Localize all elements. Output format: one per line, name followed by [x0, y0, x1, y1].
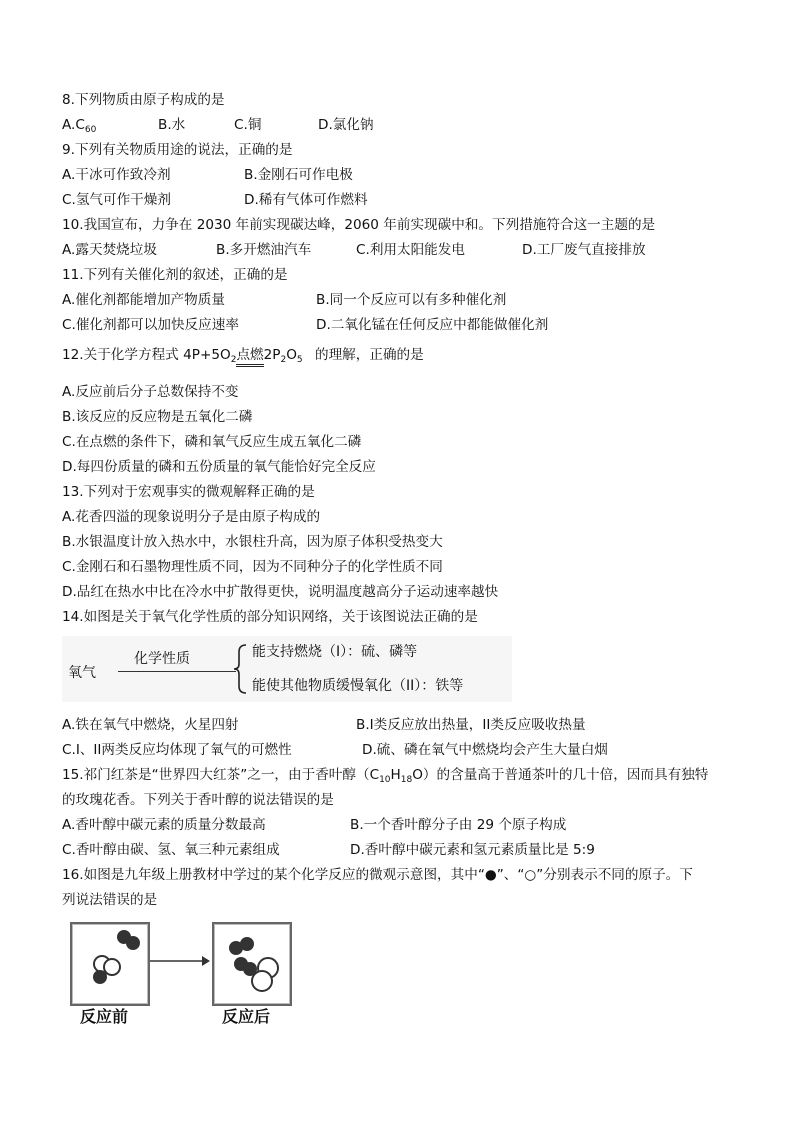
q10-option-d: D.工厂废气直接排放 [522, 242, 646, 258]
q14-option-b: B.I类反应放出热量，II类反应吸收热量 [356, 717, 586, 733]
q12-option-a: A.反应前后分子总数保持不变 [62, 384, 239, 400]
diagram-edge-label: 化学性质 [134, 651, 190, 667]
q12-option-d: D.每四份质量的磷和五份质量的氧气能恰好完全反应 [62, 459, 376, 475]
before-reaction-box [70, 922, 150, 1006]
q15-option-c: C.香叶醇由碳、氢、氧三种元素组成 [62, 842, 280, 858]
q10-option-c: C.利用太阳能发电 [356, 242, 465, 258]
q9-stem: 9.下列有关物质用途的说法，正确的是 [62, 142, 293, 158]
q15-stem-line-2: 的玫瑰花香。下列关于香叶醇的说法错误的是 [62, 792, 334, 808]
q14-option-d: D.硫、磷在氧气中燃烧均会产生大量白烟 [362, 742, 608, 758]
q9-option-b: B.金刚石可作电极 [244, 167, 353, 183]
q12-option-b: B.该反应的反应物是五氧化二磷 [62, 409, 253, 425]
q13-stem: 13.下列对于宏观事实的微观解释正确的是 [62, 484, 315, 500]
q11-option-b: B.同一个反应可以有多种催化剂 [316, 292, 507, 308]
q13-option-b: B.水银温度计放入热水中，水银柱升高，因为原子体积受热变大 [62, 534, 443, 550]
q9-option-c: C.氢气可作干燥剂 [62, 192, 171, 208]
q12-stem: 12.关于化学方程式 $4P+5O_2$点燃$2P_2O_5$ 的理解，正确的是 [62, 347, 424, 365]
chemical-equation: $4P+5O_2$点燃$2P_2O_5$ [183, 347, 303, 365]
q15-stem-line-1: 15.祁门红茶是“世界四大红茶”之一，由于香叶醇$(C_{10}H_{18}O)$的含量高于普通茶叶的几十倍，因而具有独特 [62, 767, 709, 785]
reaction-arrow-icon [150, 955, 210, 967]
q12-option-c: C.在点燃的条件下，磷和氧气反应生成五氧化二磷 [62, 434, 362, 450]
q15-option-d: D.香叶醇中碳元素和氢元素质量比是 5:9 [350, 842, 595, 858]
q8-option-d: D.氯化钠 [318, 117, 374, 133]
q14-option-a: A.铁在氧气中燃烧，火星四射 [62, 717, 239, 733]
q11-option-a: A.催化剂都能增加产物质量 [62, 292, 225, 308]
diagram-branch-1: 能支持燃烧（I）：硫、磷等 [252, 644, 418, 660]
label-after-reaction: 反应后 [222, 1007, 271, 1026]
q8-option-b: B.水 [158, 117, 186, 133]
q10-option-b: B.多开燃油汽车 [216, 242, 312, 258]
q9-option-a: A.干冰可作致冷剂 [62, 167, 171, 183]
q13-option-c: C.金刚石和石墨物理性质不同，因为不同种分子的化学性质不同 [62, 559, 443, 575]
q11-option-d: D.二氧化锰在任何反应中都能做催化剂 [316, 317, 549, 333]
after-molecules-figure [214, 924, 290, 1004]
q15-option-a: A.香叶醇中碳元素的质量分数最高 [62, 817, 266, 833]
q14-option-c: C.I、II两类反应均体现了氧气的可燃性 [62, 742, 292, 758]
q11-option-c: C.催化剂都可以加快反应速率 [62, 317, 239, 333]
q14-stem: 14.如图是关于氧气化学性质的部分知识网络，关于该图说法正确的是 [62, 609, 478, 625]
q13-option-d: D.品红在热水中比在冷水中扩散得更快，说明温度越高分子运动速率越快 [62, 584, 499, 600]
diagram-connector-line [118, 671, 236, 672]
q10-stem: 10.我国宣布，力争在 2030 年前实现碳达峰，2060 年前实现碳中和。下列措施符合这一主题的是 [62, 217, 656, 233]
q8-option-c: C.铜 [234, 117, 262, 133]
brace-icon [234, 644, 248, 694]
q8-option-a: $A.C_{60}$ [62, 117, 97, 135]
q10-option-a: A.露天焚烧垃圾 [62, 242, 157, 258]
before-molecules-figure [72, 924, 148, 1004]
q11-stem: 11.下列有关催化剂的叙述，正确的是 [62, 267, 288, 283]
reaction-condition: 点燃 [236, 347, 263, 367]
q9-option-d: D.稀有气体可作燃料 [244, 192, 368, 208]
q16-stem-line-1: 16.如图是九年级上册教材中学过的某个化学反应的微观示意图，其中“●”、“○”分别表示不同的原子。下 [62, 867, 693, 883]
diagram-branch-2: 能使其他物质缓慢氧化（II）：铁等 [252, 678, 464, 694]
q8-stem: 8.下列物质由原子构成的是 [62, 92, 225, 108]
label-before-reaction: 反应前 [80, 1007, 129, 1026]
diagram-root-oxygen: 氧气 [68, 665, 96, 681]
oxygen-knowledge-network-diagram [62, 636, 512, 702]
after-reaction-box [212, 922, 292, 1006]
q16-stem-line-2: 列说法错误的是 [62, 892, 158, 908]
q13-option-a: A.花香四溢的现象说明分子是由原子构成的 [62, 509, 321, 525]
q15-option-b: B.一个香叶醇分子由 29 个原子构成 [350, 817, 567, 833]
